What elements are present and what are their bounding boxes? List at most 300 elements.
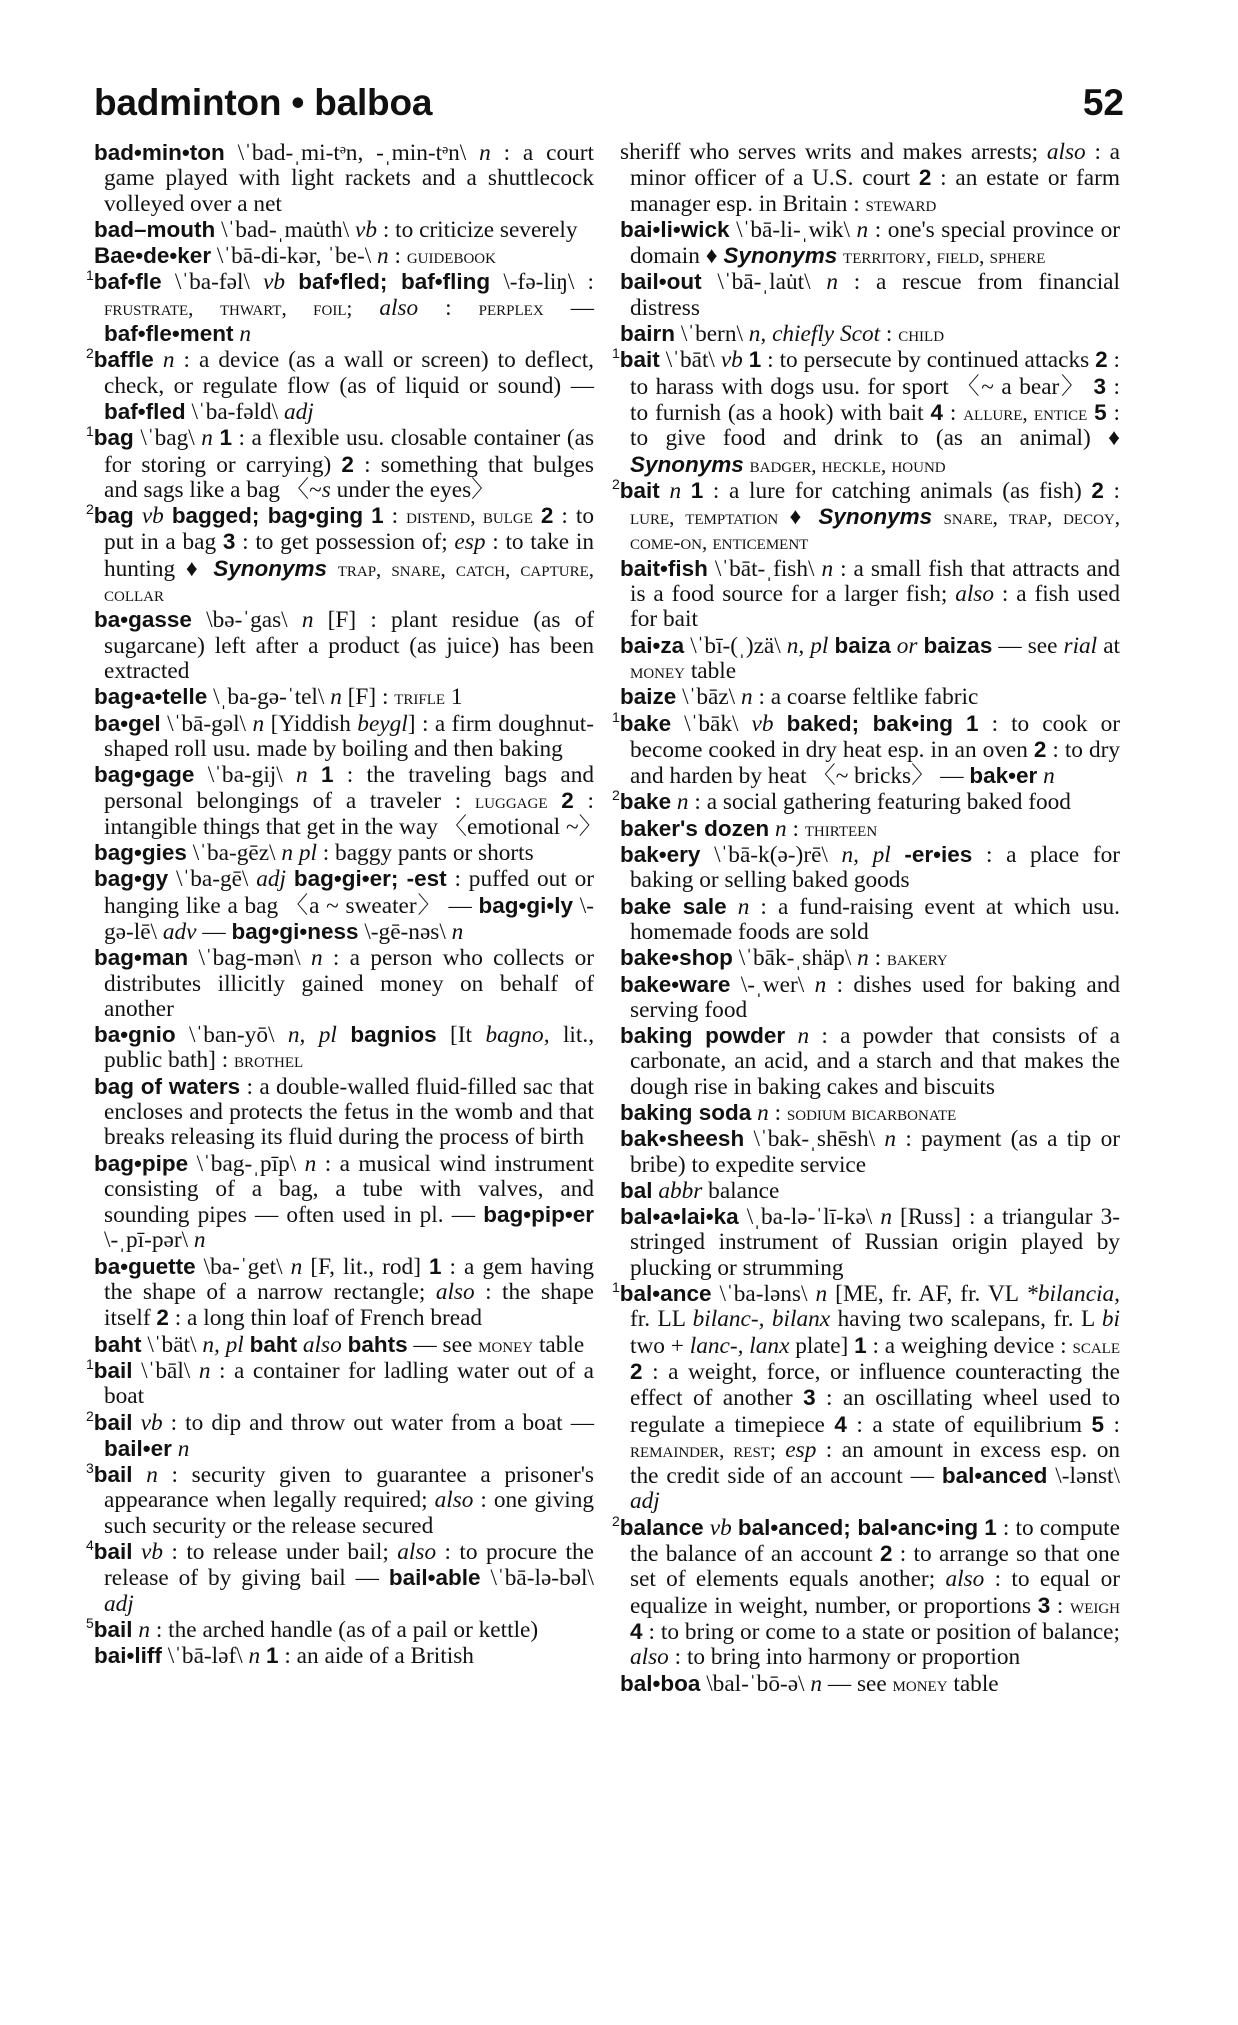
synonyms-label: Synonyms [818, 504, 933, 530]
italic-text: also [379, 294, 419, 321]
homograph-number: 2 [86, 1407, 94, 1424]
dictionary-entry [620, 1100, 1120, 1126]
small-caps-text: steward [865, 191, 937, 216]
italic-text: esp [785, 1436, 817, 1463]
entry-text [727, 894, 738, 920]
entry-text: : to criticize severely [377, 216, 578, 243]
italic-text: also [435, 1279, 475, 1306]
dictionary-entry [94, 840, 594, 866]
headword-text: 4 [930, 399, 943, 425]
italic-text: vb [141, 1539, 163, 1566]
entry-text: ♦ [778, 504, 819, 531]
headword-text: Bae•de•ker [94, 243, 212, 269]
headword-text: bahts [347, 1331, 408, 1357]
italic-text: adv [162, 918, 197, 945]
italic-text: n [248, 1643, 261, 1670]
entry-text: : baggy pants or shorts [316, 840, 534, 867]
synonyms-label: Synonyms [630, 451, 744, 477]
headword-text: bail [93, 1616, 133, 1642]
entry-text: [F] : plant residue (as of sugarcane) left after a product (as juice) has been extracted [104, 607, 594, 684]
dictionary-entry [94, 607, 594, 684]
entry-text: \ˈbā-di-kər, ˈbe-\ [211, 243, 378, 270]
entry-text: \ˈbāk-ˌshäp\ [732, 945, 858, 972]
headword-text: bal•boa [620, 1670, 701, 1696]
entry-text: : to bring or come to a state or position of balance; [642, 1618, 1120, 1645]
synonyms-label: Synonyms [723, 243, 838, 269]
italic-text: vb [140, 1409, 163, 1436]
italic-text: n, pl [287, 1022, 337, 1049]
headword-text: bail [93, 1357, 133, 1383]
entry-text: : an amount in excess esp. on the credit side of an account — [630, 1436, 1121, 1490]
small-caps-text: remainder, rest; [630, 1437, 776, 1462]
entry-text: : payment (as a tip or bribe) to expedite service [630, 1126, 1120, 1178]
dictionary-entry [94, 217, 594, 243]
headword-text: bag•gi•ness [231, 918, 359, 944]
italic-text: n [737, 893, 750, 920]
small-caps-text: perplex [478, 295, 544, 320]
headword-text: bait [619, 347, 660, 373]
headword-text: -er•ies [904, 842, 973, 868]
headword-text: bag•a•telle [94, 684, 208, 710]
dictionary-entry [620, 1671, 1120, 1697]
entry-text: \ˈbā-ˌlau̇t\ [701, 269, 827, 296]
entry-text: [ME, fr. AF, fr. VL [827, 1281, 1027, 1308]
entry-text: : a small fish that attracts and is a food source for a larger fish; [630, 555, 1120, 608]
italic-text: n [177, 1435, 190, 1462]
italic-text: n [797, 1023, 810, 1050]
entry-text: under the eyes〉 [330, 476, 495, 503]
italic-text: n [201, 425, 213, 452]
headword-text: 4 [630, 1618, 643, 1644]
entry-text: : to put in a bag [104, 503, 595, 556]
entry-text: \ˈbī-(ˌ)zä\ [684, 632, 787, 659]
small-caps-text: weigh [1070, 1593, 1121, 1618]
dictionary-entry [86, 1356, 594, 1410]
italic-text: n [162, 347, 175, 374]
headword-text: bail [93, 1462, 133, 1488]
headword-text: bake [619, 710, 672, 736]
headword-text: bak•er [969, 763, 1038, 789]
entry-text [774, 711, 787, 737]
headword-text: 3 [222, 529, 236, 555]
italic-text: n [310, 945, 323, 972]
dictionary-entry [612, 476, 1121, 556]
headword-text: bag•gies [94, 840, 187, 866]
entry-text: \ˈba-fəl\ [161, 269, 264, 296]
italic-text: n [884, 1126, 897, 1153]
headword-text: bai•liff [94, 1643, 162, 1669]
italic-text: beygl [357, 710, 408, 737]
entry-text: : [1050, 1592, 1071, 1619]
entry-text: balance [702, 1177, 780, 1204]
entry-text: : a place for baking or selling baked goods [630, 842, 1120, 894]
entry-text: : a state of equilibrium [846, 1411, 1092, 1438]
headword-text: bai•za [620, 632, 685, 658]
headword-text: bagged; bag•ging [171, 503, 364, 529]
headword-text: 2 [156, 1305, 169, 1331]
entry-text: : a powder that consists of a carbonate, an acid, and a starch and that makes the dough rise in baking cakes and biscuits [630, 1023, 1120, 1100]
dictionary-entry [94, 684, 594, 710]
italic-text: n [301, 607, 314, 634]
dictionary-entry [612, 1512, 1121, 1671]
dictionary-entry [620, 140, 1120, 217]
entry-text: : a musical wind instrument consisting of a bag, a tube with valves, and sounding pipes — often used in pl. — [104, 1150, 594, 1229]
entry-text: : [1103, 477, 1121, 504]
entry-text: \ˈbag-ˌpīp\ [188, 1150, 305, 1177]
headword-text: bag•man [94, 945, 189, 971]
dictionary-entry [94, 762, 602, 840]
entry-text: : to equal or equalize in weight, number, or proportions [630, 1566, 1120, 1619]
dictionary-entry [86, 1460, 594, 1539]
italic-text: vb [709, 1514, 732, 1541]
entry-text: : an estate or farm manager esp. in Britain : [630, 165, 1121, 217]
entry-text: \ˈba-gij\ [194, 762, 297, 789]
entry-text: \ba-ˈget\ [195, 1253, 291, 1280]
entry-text: \ˈbag-mən\ [188, 945, 311, 972]
entry-text: — see [992, 632, 1064, 659]
italic-text: n [774, 815, 787, 842]
dictionary-entry [94, 1332, 594, 1358]
homograph-number: 1 [86, 267, 94, 284]
headword-text: bal•anced [941, 1463, 1048, 1489]
entry-text [548, 788, 562, 814]
entry-text: : to get possession of; [235, 529, 455, 556]
headword-text: baht [249, 1331, 298, 1357]
entry-text: table [947, 1670, 999, 1697]
entry-text: \-gē-nəs\ [358, 918, 452, 945]
headword-text: bag•gi•er; -est [293, 866, 447, 892]
italic-text: n [330, 684, 342, 711]
dictionary-entry [94, 1022, 594, 1074]
entry-text: : an oscillating wheel used to regulate a timepiece [630, 1385, 1120, 1438]
entry-text: : to procure the release of by giving bail — [104, 1539, 595, 1592]
headword-text: bait [619, 477, 660, 503]
small-caps-text: distend, bulge [406, 504, 533, 529]
italic-text: n [757, 1099, 769, 1126]
homograph-number: 1 [612, 345, 620, 362]
headword-text: 2 [540, 503, 554, 529]
entry-text: table [685, 657, 737, 684]
headword-text: 1 [854, 1332, 867, 1358]
entry-text: — see [822, 1670, 893, 1697]
italic-text: n [821, 555, 834, 582]
entry-text: : a gem having the shape of a narrow rectangle; [104, 1253, 594, 1306]
dictionary-entry [612, 1279, 1121, 1515]
entry-text: : to bring into harmony or proportion [668, 1644, 1021, 1671]
headword-text: 1 [320, 762, 334, 788]
entry-text: \ˈba-gē\ [168, 866, 257, 893]
dictionary-entry [620, 1126, 1120, 1178]
entry-text: : to arrange so that one set of elements equals another; [630, 1541, 1120, 1593]
italic-text: n, chiefly Scot [748, 321, 881, 348]
homograph-number: 2 [86, 345, 94, 362]
small-caps-text: trifle [394, 685, 446, 710]
entry-text: : [383, 503, 407, 530]
dictionary-entry [86, 267, 595, 348]
homograph-number: 1 [612, 708, 620, 725]
headword-text: bad•min•ton [94, 140, 225, 165]
entry-text: \-ˌwer\ [730, 971, 815, 998]
small-caps-text: thirteen [804, 816, 878, 841]
entry-text: : a container for ladling water out of a boat [104, 1357, 594, 1410]
entry-text: \ˈbāz\ [676, 684, 741, 711]
entry-text: : [388, 243, 407, 270]
italic-text: *bilancia, [1026, 1281, 1120, 1308]
entry-text: : [418, 294, 479, 321]
headword-text: bag•gy [94, 866, 169, 892]
entry-text: : [1104, 1411, 1120, 1438]
entry-text: : a fund-raising event at which usu. homemade foods are sold [630, 893, 1121, 945]
entry-text [327, 556, 338, 582]
entry-text [352, 295, 379, 321]
italic-text: n, pl [786, 632, 829, 659]
entry-text: at [1097, 632, 1121, 659]
entry-text [133, 1539, 141, 1565]
dictionary-entry [86, 345, 594, 425]
headword-text: 1 [966, 710, 979, 736]
small-caps-text: trap, snare, catch, capture, collar [104, 556, 594, 607]
entry-text: : a weight, force, or influence counteracting the effect of another [630, 1358, 1120, 1412]
headword-text: 2 [918, 165, 932, 191]
entry-text [533, 503, 541, 529]
headword-text: 1 [690, 477, 704, 503]
headword-text: bake•ware [620, 971, 731, 997]
entry-text: — [543, 294, 594, 321]
italic-text: n, pl [841, 842, 891, 869]
entry-text: 1 [445, 684, 463, 711]
page-header [94, 80, 1124, 126]
entry-text: sheriff who serves writs and makes arrests; [620, 139, 1047, 165]
italic-text: n [451, 918, 464, 945]
entry-text: : puffed out or hanging like a bag 〈a ~ sweater〉 — [104, 866, 595, 919]
headword-text: baking soda [620, 1099, 752, 1125]
entry-text: : to harass with dogs usu. for sport 〈~ a bear〉 [630, 347, 1120, 400]
entry-text: table [533, 1331, 585, 1358]
small-caps-text: child [898, 322, 945, 347]
entry-text: [F, lit., rod] [302, 1253, 429, 1280]
entry-text [953, 711, 966, 737]
small-caps-text: guidebook [406, 244, 496, 269]
entry-text: \ˈbāt-ˌfish\ [707, 555, 822, 582]
headword-text: 3 [803, 1385, 816, 1411]
entry-text: — see [407, 1331, 479, 1358]
entry-text: \ˈbät\ [141, 1331, 203, 1358]
italic-text: n [138, 1616, 151, 1643]
entry-text [891, 842, 905, 868]
entry-text: \ˈbad-ˌmau̇th\ [215, 216, 355, 243]
entry-text [337, 1022, 350, 1048]
entry-text: : [786, 815, 805, 842]
italic-text: lanc-, lanx [689, 1332, 790, 1359]
entry-text: : the arched handle (as of a pail or kettle) [150, 1616, 539, 1643]
homograph-number: 5 [86, 1615, 94, 1632]
headword-text: 2 [561, 788, 574, 814]
headword-text: bal•anced; bal•anc•ing [737, 1514, 979, 1540]
entry-text: : the traveling bags and personal belongings of a traveler : [104, 762, 595, 815]
entry-text: : to give food and drink to (as an animal) ♦ [630, 399, 1121, 452]
small-caps-text: sodium bicarbonate [786, 1100, 957, 1125]
dictionary-entry [94, 1254, 594, 1332]
entry-text: : to dip and throw out water from a boat — [162, 1409, 594, 1436]
headword-text: baize [620, 684, 677, 710]
entry-text: : a device (as a wall or screen) to deflect, check, or regulate flow (as of liquid or sound) — [104, 347, 594, 399]
entry-text: : [768, 1099, 787, 1126]
headword-text: 2 [630, 1358, 643, 1384]
headword-text: baked; bak•ing [786, 710, 953, 736]
italic-text: n [146, 1462, 158, 1489]
headword-text: 1 [371, 503, 384, 529]
headword-text: 3 [1093, 373, 1107, 399]
dictionary-entry [620, 945, 1120, 971]
entry-text: : [868, 945, 887, 972]
small-caps-text: bakery [886, 946, 948, 971]
dictionary-entry [620, 1023, 1120, 1100]
italic-text: n [377, 243, 389, 270]
entry-text: : a rescue from financial distress [630, 269, 1120, 321]
headword-text: bairn [620, 321, 676, 347]
italic-text: also [434, 1487, 474, 1514]
entry-text [363, 503, 371, 529]
entry-text: \ˈban-yō\ [175, 1022, 288, 1049]
small-caps-text: frustrate, thwart, foil; [104, 295, 353, 320]
dictionary-entry [620, 269, 1120, 321]
homograph-number: 1 [86, 1356, 94, 1373]
headword-text: 2 [1033, 736, 1047, 762]
entry-text: : a lure for catching animals (as fish) [703, 477, 1092, 504]
headword-text: bake sale [620, 893, 727, 919]
entry-text: \ˈbāk\ [671, 710, 752, 737]
headword-text: baiza [834, 632, 891, 658]
italic-text: n [826, 269, 838, 296]
headword-text: bail [93, 1409, 133, 1435]
headword-text: bad–mouth [94, 216, 216, 242]
headword-text: baf•fled; baf•fling [298, 269, 491, 295]
italic-text: also [302, 1331, 342, 1358]
headword-text: baf•fle•ment [104, 321, 234, 347]
dictionary-entry [620, 556, 1120, 633]
dictionary-entry [620, 842, 1120, 894]
dictionary-entry [94, 711, 594, 763]
entry-text: \ˌba-lə-ˈlī-kə\ [738, 1204, 881, 1231]
italic-text: n [198, 1357, 211, 1384]
small-caps-text: luggage [475, 789, 548, 814]
entry-text: \ˈbā-lə-bəl\ [480, 1565, 595, 1592]
entry-text: : to dry and harden by heat 〈~ bricks〉 — [630, 736, 1121, 790]
entry-text: lit., public bath] : [104, 1022, 595, 1074]
headword-text: bag•pip•er [483, 1202, 594, 1228]
headword-text: bag•gi•ly [478, 892, 574, 918]
headword-text: bail•er [104, 1435, 172, 1461]
headword-text: 2 [1095, 347, 1108, 373]
dictionary-entry [612, 708, 1121, 790]
entry-text: : to furnish (as a hook) with bait [630, 373, 1120, 426]
headword-text: bal•ance [619, 1281, 712, 1307]
italic-text: or [896, 632, 918, 659]
dictionary-entry [620, 894, 1120, 946]
headword-text: bak•ery [620, 842, 701, 868]
dictionary-entry [620, 816, 1120, 842]
small-caps-text: brothel [234, 1048, 304, 1073]
italic-text: abbr [658, 1177, 703, 1204]
dictionary-entry [620, 1204, 1120, 1281]
entry-text: [Russ] : a triangular 3-stringed instrument of Russian origin played by plucking or strumming [630, 1204, 1120, 1281]
headword-text: ba•gasse [94, 607, 192, 633]
small-caps-text: allure, entice [963, 400, 1088, 425]
entry-text: : a double-walled fluid-filled sac that encloses and protects the fetus in the womb and that breaks releasing its fluid during the process of birth [104, 1073, 595, 1151]
headword-text: ba•guette [94, 1253, 196, 1279]
dictionary-entry [620, 972, 1120, 1024]
entry-text: \-ˌpī-pər\ [104, 1227, 194, 1254]
entry-text: two + [630, 1332, 690, 1359]
entry-text: fr. LL [630, 1306, 693, 1333]
italic-text: also [1046, 139, 1086, 165]
entry-text: : [942, 399, 964, 426]
italic-text: adj [104, 1590, 134, 1617]
dictionary-entry [86, 1537, 595, 1617]
italic-text: also [955, 581, 995, 608]
headword-text: 2 [1091, 477, 1104, 503]
italic-text: n [815, 1281, 828, 1308]
italic-text: bi [1101, 1306, 1120, 1333]
homograph-number: 1 [86, 423, 94, 440]
entry-text: \ˈbak-ˌshēsh\ [744, 1126, 885, 1153]
italic-text: n [676, 789, 689, 816]
entry-text: \ˈbā-ləf\ [161, 1643, 249, 1670]
entry-text [660, 478, 670, 504]
headword-text: bail [93, 1539, 133, 1565]
homograph-number: 4 [86, 1537, 94, 1554]
headword-text: baffle [93, 347, 154, 373]
dictionary-entry [86, 1615, 594, 1643]
entry-text: : an aide of a British [278, 1643, 474, 1670]
dictionary-entry [94, 1074, 594, 1151]
entry-text: : one's special province or domain ♦ [630, 216, 1120, 270]
headword-text: bait•fish [620, 555, 708, 581]
headword-text: baizas [923, 632, 993, 658]
headword-text: 2 [341, 451, 354, 477]
headword-text: bag of waters [94, 1073, 241, 1099]
dictionary-entry [86, 423, 595, 503]
homograph-number: 2 [612, 1512, 620, 1529]
entry-text: : a weighing device : [866, 1332, 1073, 1359]
entry-text: : a flexible usu. closable container (as for storing or carrying) [104, 425, 595, 478]
guide-words: badminton • balboa [94, 82, 433, 123]
headword-text: bagnios [350, 1022, 437, 1048]
entry-text [154, 347, 163, 373]
entry-text: : something that bulges and sags like a bag 〈~ [104, 451, 594, 503]
headword-text: bake [619, 789, 672, 815]
entry-text: \bal-ˈbō-ə\ [700, 1670, 811, 1697]
italic-text: n pl [281, 840, 317, 867]
entry-text: [It [436, 1022, 486, 1049]
entry-text: \ˈba-ləns\ [711, 1281, 816, 1308]
headword-text: bag•gage [94, 762, 195, 788]
entry-text: \ˈbāl\ [132, 1357, 199, 1384]
entry-text: \ˈba-fəld\ [185, 398, 284, 425]
entry-text [932, 504, 943, 530]
entry-text [134, 503, 142, 529]
italic-text: n [856, 216, 869, 243]
italic-text: n [290, 1253, 303, 1280]
left-column [86, 140, 602, 1670]
headword-text: 1 [266, 1643, 279, 1669]
italic-text: vb [355, 216, 377, 243]
entry-text: [Yiddish [264, 710, 358, 737]
entry-text: : to cook or become cooked in dry heat esp. in an oven [630, 710, 1120, 763]
entry-text: \ˈbā-li-ˌwik\ [729, 216, 857, 243]
italic-text: n [296, 762, 308, 789]
headword-text: balance [619, 1514, 704, 1540]
